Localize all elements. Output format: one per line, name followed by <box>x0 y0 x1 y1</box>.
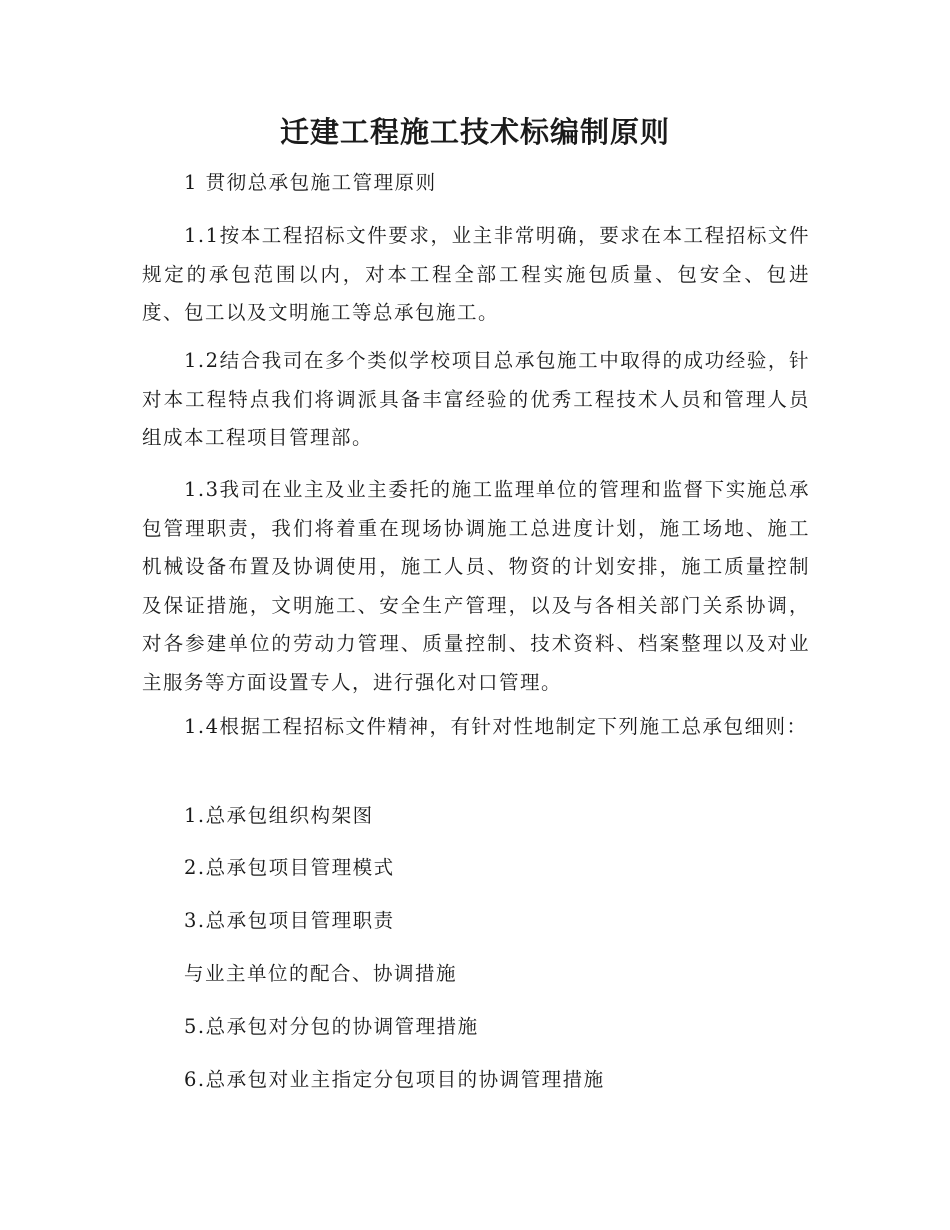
section-heading: 1 贯彻总承包施工管理原则 <box>184 171 437 194</box>
document-title: 迁建工程施工技术标编制原则 <box>279 115 670 149</box>
list-item: 3.总承包项目管理职责 <box>184 909 395 932</box>
list-item: 5.总承包对分包的协调管理措施 <box>184 1015 479 1038</box>
paragraph-1-1: 1.1按本工程招标文件要求，业主非常明确，要求在本工程招标文件规定的承包范围以内，对本工程全部工程实施包质量、包安全、包进度、包工以及文明施工等总承包施工。 <box>142 224 810 324</box>
list-item: 与业主单位的配合、协调措施 <box>184 962 458 985</box>
list-item: 1.总承包组织构架图 <box>184 804 374 827</box>
list-item: 2.总承包项目管理模式 <box>184 856 395 879</box>
paragraph-1-2: 1.2结合我司在多个类似学校项目总承包施工中取得的成功经验，针对本工程特点我们将调派具备丰富经验的优秀工程技术人员和管理人员组成本工程项目管理部。 <box>142 349 810 449</box>
paragraph-1-3: 1.3我司在业主及业主委托的施工监理单位的管理和监督下实施总承包管理职责，我们将着重在现场协调施工总进度计划，施工场地、施工机械设备布置及协调使用，施工人员、物资的计划安排，施工质量控制及保证措施，文明施工、安全生产管理，以及与各相关部门关系协调，对各参建单位的劳动力管理、质量控制、技术资料、档案整理以及对业主服务等方面设置专人，进行强化对口管理。 <box>142 478 810 694</box>
list-item: 6.总承包对业主指定分包项目的协调管理措施 <box>184 1068 605 1091</box>
paragraph-1-4: 1.4根据工程招标文件精神，有针对性地制定下列施工总承包细则： <box>184 715 808 738</box>
